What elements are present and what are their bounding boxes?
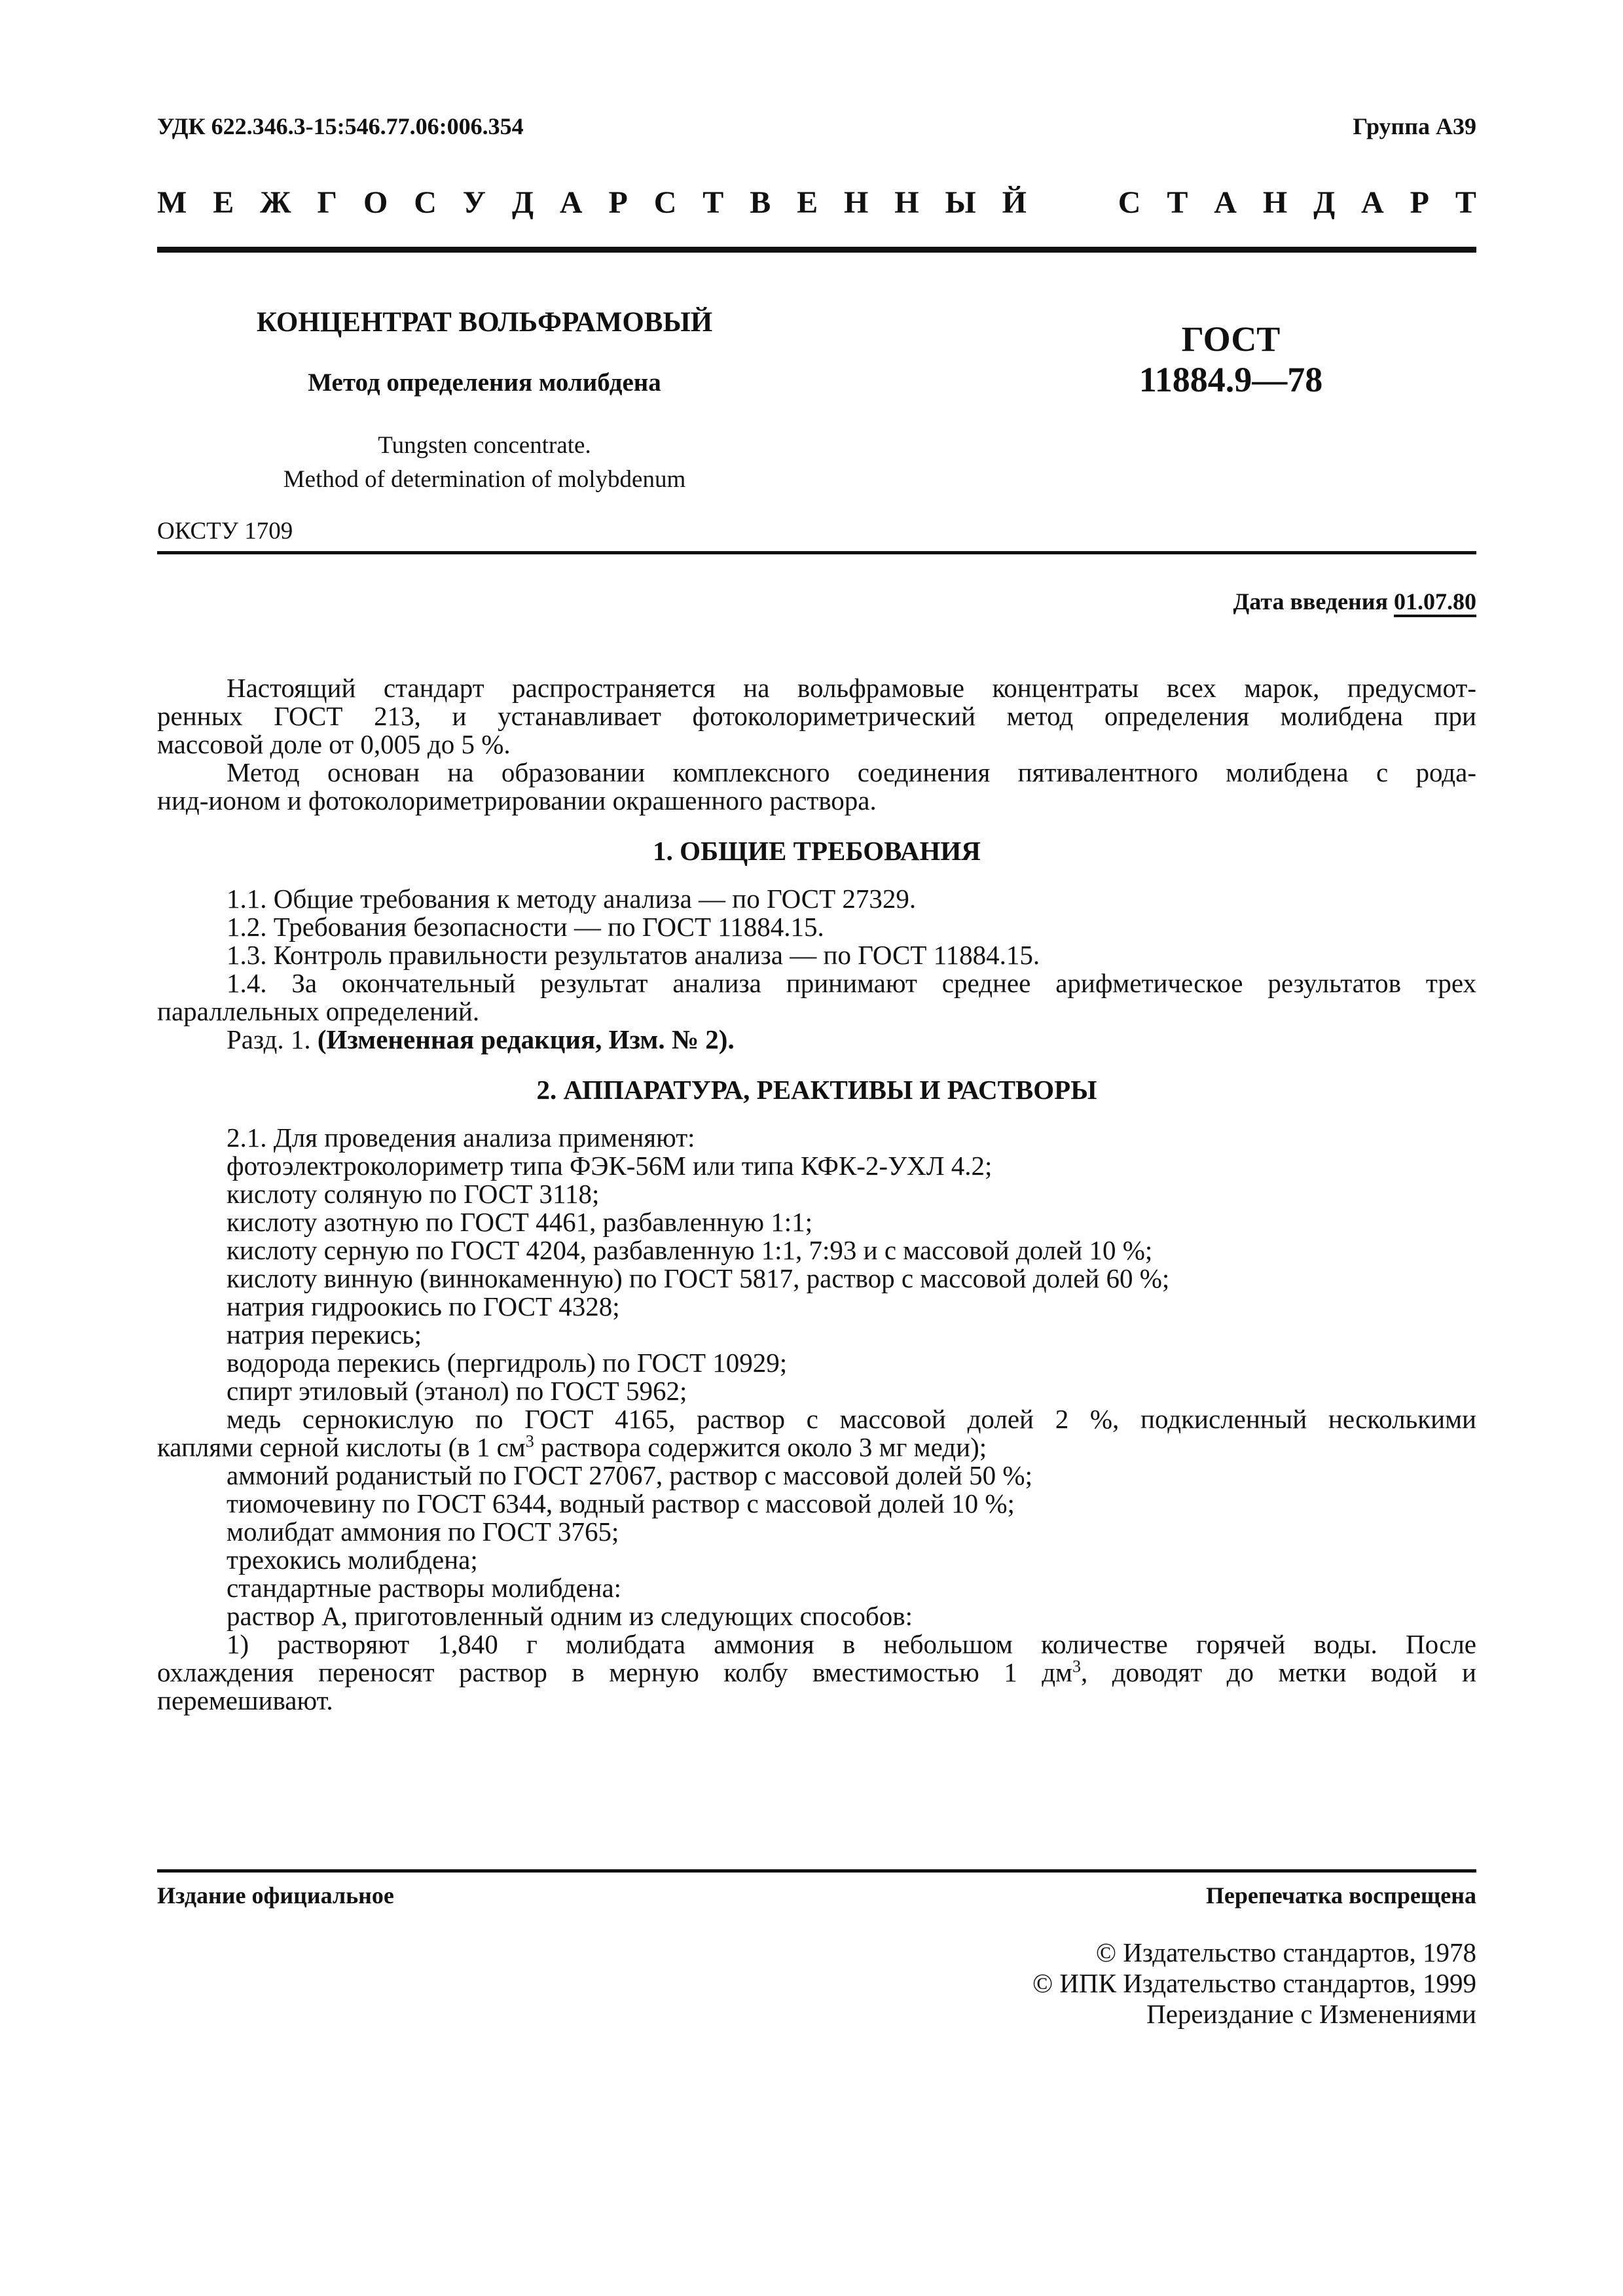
- title-rule: [157, 551, 1476, 554]
- list-item: водорода перекись (пергидроль) по ГОСТ 10929;: [227, 1348, 788, 1378]
- banner-letter: Д: [1313, 185, 1336, 220]
- english-title-line1: Tungsten concentrate.: [378, 432, 591, 459]
- amendment-text: (Измененная редакция, Изм. № 2).: [317, 1024, 735, 1054]
- amendment-note: [157, 1026, 1476, 1054]
- banner-letter: Е: [797, 185, 818, 220]
- intro-date-label: Дата введения: [1233, 588, 1388, 615]
- list-item: 2.1. Для проведения анализа применяют:: [227, 1122, 695, 1153]
- banner-letter: Д: [511, 185, 534, 220]
- banner-letter: А: [1214, 185, 1237, 220]
- banner-letter: Н: [844, 185, 869, 220]
- intro-date-value: 01.07.80: [1394, 588, 1476, 615]
- text-fragment: охлаждения переносят раствор в мерную колбу вместимостью 1 дм: [157, 1657, 1073, 1687]
- banner-letter: Т: [1167, 185, 1188, 220]
- list-item: натрия перекись;: [227, 1319, 422, 1350]
- intro-line: нид-ионом и фотоколориметрировании окрашенного раствора.: [157, 785, 877, 816]
- standard-banner: [157, 185, 1476, 221]
- banner-letter: Р: [608, 185, 628, 220]
- list-item: раствор А, приготовленный одним из следующих способов:: [227, 1601, 913, 1631]
- list-item: аммоний роданистый по ГОСТ 27067, раствор с массовой долей 50 %;: [227, 1460, 1032, 1490]
- list-item: параллельных определений.: [157, 996, 480, 1026]
- list-item: кислоту серную по ГОСТ 4204, разбавленную 1:1, 7:93 и с массовой долей 10 %;: [227, 1235, 1153, 1265]
- body-text: [157, 674, 1476, 1715]
- reprint-prohibited: Перепечатка воспрещена: [1205, 1882, 1476, 1909]
- banner-letter: О: [363, 185, 388, 220]
- gost-number: 11884.9—78: [1139, 360, 1323, 399]
- banner-letter: С: [414, 185, 437, 220]
- list-item: медь сернокислую по ГОСТ 4165, раствор с массовой долей 2 %, подкисленный несколькими: [227, 1404, 1476, 1434]
- document-title: КОНЦЕНТРАТ ВОЛЬФРАМОВЫЙ: [256, 307, 713, 338]
- list-item: спирт этиловый (этанол) по ГОСТ 5962;: [227, 1376, 687, 1406]
- header-rule: [157, 247, 1476, 253]
- list-item: молибдат аммония по ГОСТ 3765;: [227, 1516, 619, 1547]
- superscript: 3: [1072, 1657, 1082, 1676]
- list-item: 1.3. Контроль правильности результатов анализа — по ГОСТ 11884.15.: [227, 940, 1040, 970]
- list-item: кислоту азотную по ГОСТ 4461, разбавленную 1:1;: [227, 1207, 813, 1237]
- list-item: натрия гидроокись по ГОСТ 4328;: [227, 1291, 620, 1321]
- intro-date: [1233, 588, 1477, 615]
- list-item: фотоэлектроколориметр типа ФЭК-56М или типа КФК-2-УХЛ 4.2;: [227, 1151, 993, 1181]
- list-item: стандартные растворы молибдена:: [227, 1573, 622, 1603]
- section-1-heading: 1. ОБЩИЕ ТРЕБОВАНИЯ: [653, 836, 981, 866]
- banner-letter: С: [1118, 185, 1141, 220]
- banner-letter: А: [1361, 185, 1384, 220]
- banner-letter: Й: [1002, 185, 1027, 220]
- banner-letter: Н: [894, 185, 919, 220]
- banner-letter: У: [462, 185, 486, 220]
- intro-line: Метод основан на образовании комплексного соединения пятивалентного молибдена с рода-: [227, 757, 1476, 787]
- banner-letter: С: [653, 185, 677, 220]
- banner-letter: Т: [1455, 185, 1476, 220]
- banner-letter: Н: [1262, 185, 1288, 220]
- section-2-heading: 2. АППАРАТУРА, РЕАКТИВЫ И РАСТВОРЫ: [536, 1075, 1097, 1105]
- list-item: 1.1. Общие требования к методу анализа — по ГОСТ 27329.: [227, 884, 917, 914]
- list-item: тиомочевину по ГОСТ 6344, водный раствор с массовой долей 10 %;: [227, 1488, 1015, 1518]
- list-item: 1.4. За окончательный результат анализа принимают среднее арифметическое результатов трех: [227, 968, 1476, 998]
- superscript: 3: [525, 1431, 534, 1451]
- banner-letter: В: [750, 185, 771, 220]
- banner-letter: Г: [317, 185, 338, 220]
- copyright-block: [1032, 1937, 1476, 2030]
- list-item: [157, 1659, 1476, 1687]
- okstu-code: ОКСТУ 1709: [157, 518, 293, 545]
- banner-letter: Р: [1410, 185, 1429, 220]
- list-item: кислоту винную (виннокаменную) по ГОСТ 5817, раствор с массовой долей 60 %;: [227, 1263, 1170, 1293]
- copyright-line: © Издательство стандартов, 1978: [1095, 1937, 1476, 1967]
- list-item: трехокись молибдена;: [227, 1545, 478, 1575]
- banner-letter: Т: [702, 185, 724, 220]
- list-item: перемешивают.: [157, 1685, 333, 1715]
- group-code: Группа А39: [1353, 113, 1476, 139]
- udk-code: УДК 622.346.3-15:546.77.06:006.354: [157, 113, 524, 139]
- list-item: 1) растворяют 1,840 г молибдата аммония в небольшом количестве горячей воды. После: [227, 1629, 1476, 1659]
- text-fragment: каплями серной кислоты (в 1 см: [157, 1432, 526, 1462]
- banner-letter: М: [157, 185, 187, 220]
- english-title: [157, 429, 812, 497]
- footer-rule: [157, 1869, 1476, 1873]
- amendment-prefix: Разд. 1.: [227, 1024, 311, 1054]
- banner-letter: Ж: [260, 185, 291, 220]
- banner-letter: А: [559, 185, 583, 220]
- list-item: 1.2. Требования безопасности — по ГОСТ 11884.15.: [227, 912, 824, 942]
- official-edition: Издание официальное: [157, 1882, 394, 1909]
- list-item: [157, 1433, 1476, 1462]
- text-fragment: раствора содержится около 3 мг меди);: [534, 1432, 987, 1462]
- banner-gap: [1053, 185, 1092, 221]
- gost-label: ГОСТ: [1181, 319, 1281, 359]
- gost-designation: [1048, 319, 1414, 400]
- intro-line: Настоящий стандарт распространяется на вольфрамовые концентраты всех марок, предусмот-: [227, 673, 1476, 703]
- intro-line: ренных ГОСТ 213, и устанавливает фотоколориметрический метод определения молибдена при: [157, 701, 1476, 731]
- document-subtitle: Метод определения молибдена: [308, 368, 661, 397]
- banner-letter: Ы: [945, 185, 976, 220]
- english-title-line2: Method of determination of molybdenum: [283, 466, 686, 493]
- intro-line: массовой доле от 0,005 до 5 %.: [157, 729, 511, 759]
- reissue-note: Переиздание с Изменениями: [1146, 1999, 1476, 2029]
- banner-letter: Е: [213, 185, 234, 220]
- copyright-line: © ИПК Издательство стандартов, 1999: [1032, 1968, 1476, 1998]
- list-item: кислоту соляную по ГОСТ 3118;: [227, 1179, 600, 1209]
- text-fragment: , доводят до метки водой и: [1081, 1657, 1476, 1687]
